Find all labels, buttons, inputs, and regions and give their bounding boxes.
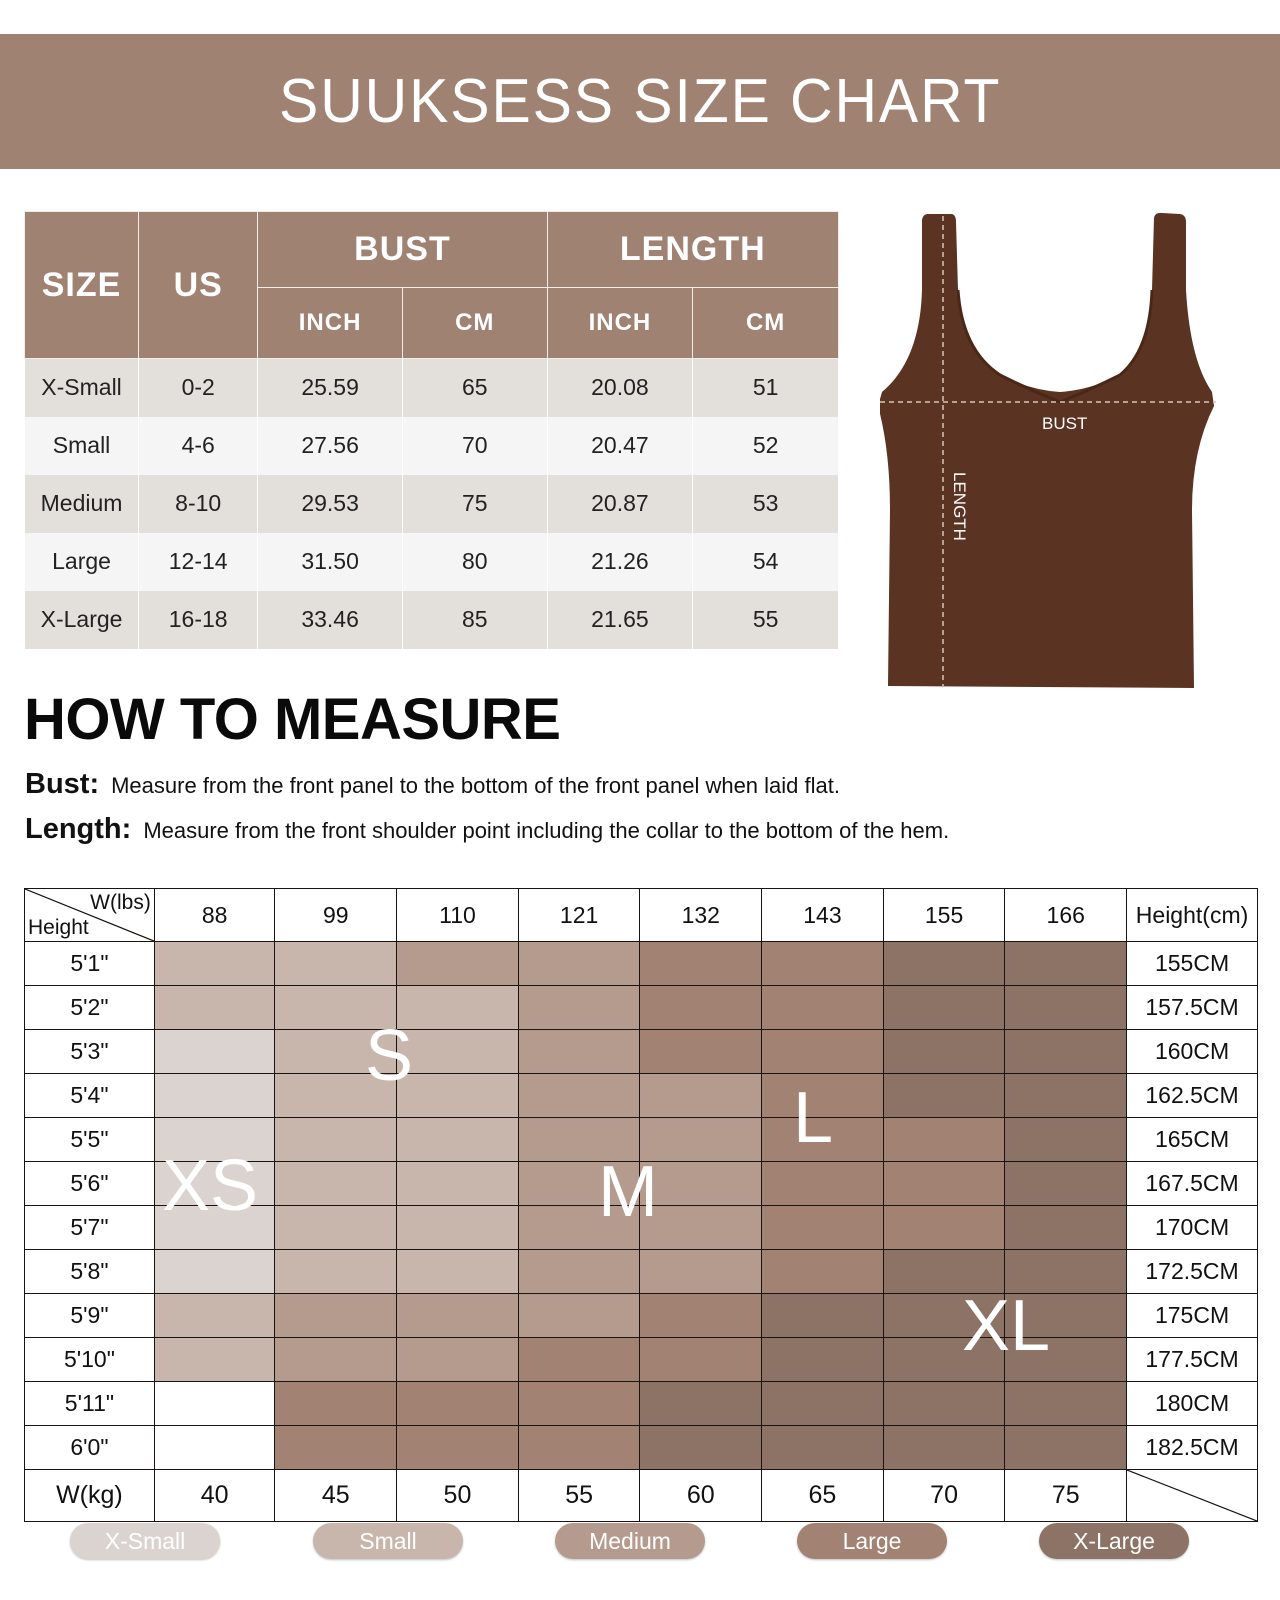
weight-lbs-axis-label: W(lbs) bbox=[90, 891, 151, 914]
zone-label-m: M bbox=[598, 1152, 658, 1232]
grid-cell-m bbox=[640, 1118, 762, 1162]
header-us: US bbox=[139, 212, 258, 359]
grid-cell-xl bbox=[1005, 1426, 1127, 1470]
grid-row bbox=[25, 1030, 1258, 1074]
size-cell-size: X-Small bbox=[25, 359, 139, 417]
size-legend bbox=[0, 1523, 1280, 1559]
grid-cell-xl bbox=[1005, 1118, 1127, 1162]
grid-cell-xs bbox=[154, 1030, 275, 1074]
tank-top-icon bbox=[880, 210, 1240, 710]
header-bust: BUST bbox=[258, 212, 547, 288]
grid-cell-xl bbox=[762, 1338, 884, 1382]
zone-label-l: L bbox=[793, 1078, 834, 1158]
bust-instruction bbox=[25, 768, 840, 801]
size-cell-size: X-Large bbox=[25, 591, 139, 649]
legend-x-large-label: X-Large bbox=[1073, 1527, 1155, 1554]
grid-row bbox=[25, 1162, 1258, 1206]
grid-cell-s bbox=[275, 1074, 397, 1118]
grid-cell-m bbox=[518, 1250, 640, 1294]
size-cell-bust-inch: 31.50 bbox=[258, 533, 403, 591]
height-ft-label: 5'10" bbox=[25, 1338, 155, 1382]
size-cell-bust-cm: 75 bbox=[402, 475, 547, 533]
size-cell-us: 12-14 bbox=[139, 533, 258, 591]
grid-cell-xs bbox=[154, 1206, 275, 1250]
grid-cell-s bbox=[275, 1118, 397, 1162]
grid-cell-s bbox=[397, 1162, 519, 1206]
weight-lbs-header: 166 bbox=[1005, 889, 1127, 942]
height-cm-header: Height(cm) bbox=[1127, 889, 1258, 942]
legend-medium-label: Medium bbox=[589, 1527, 671, 1554]
grid-cell-l bbox=[762, 1206, 884, 1250]
size-cell-length-cm: 51 bbox=[693, 359, 839, 417]
grid-cell-l bbox=[883, 1118, 1005, 1162]
grid-cell-s bbox=[154, 1338, 275, 1382]
grid-cell-xl bbox=[883, 1338, 1005, 1382]
size-table bbox=[24, 211, 839, 649]
height-ft-label: 5'8" bbox=[25, 1250, 155, 1294]
height-ft-label: 5'6" bbox=[25, 1162, 155, 1206]
size-cell-us: 0-2 bbox=[139, 359, 258, 417]
bust-instruction-label: Bust: bbox=[25, 768, 100, 800]
weight-lbs-header: 121 bbox=[518, 889, 640, 942]
legend-large-label: Large bbox=[842, 1527, 902, 1554]
weight-lbs-header: 99 bbox=[275, 889, 397, 942]
size-cell-bust-cm: 85 bbox=[402, 591, 547, 649]
weight-kg-value: 75 bbox=[1005, 1470, 1127, 1522]
grid-cell-xl bbox=[883, 1382, 1005, 1426]
grid-row bbox=[25, 1294, 1258, 1338]
size-cell-length-cm: 53 bbox=[693, 475, 839, 533]
legend-large bbox=[797, 1523, 947, 1559]
size-row bbox=[25, 475, 839, 533]
grid-cell-l bbox=[518, 1382, 640, 1426]
legend-small-label: Small bbox=[359, 1527, 417, 1554]
grid-cell-s bbox=[397, 986, 519, 1030]
size-row bbox=[25, 591, 839, 649]
grid-cell-xl bbox=[883, 1426, 1005, 1470]
grid-cell-xl bbox=[883, 1030, 1005, 1074]
grid-cell-xs bbox=[154, 1162, 275, 1206]
grid-cell-xl bbox=[640, 1426, 762, 1470]
grid-cell-xl bbox=[1005, 986, 1127, 1030]
grid-header-row bbox=[25, 889, 1258, 942]
grid-cell-m bbox=[518, 1294, 640, 1338]
grid-corner-bottom-right bbox=[1127, 1470, 1258, 1522]
size-cell-length-cm: 52 bbox=[693, 417, 839, 475]
weight-lbs-header: 155 bbox=[883, 889, 1005, 942]
height-cm-label: 172.5CM bbox=[1127, 1250, 1258, 1294]
size-cell-length-cm: 54 bbox=[693, 533, 839, 591]
grid-cell-xl bbox=[640, 1382, 762, 1426]
height-cm-label: 162.5CM bbox=[1127, 1074, 1258, 1118]
length-instruction-text: Measure from the front shoulder point including the collar to the bottom of the hem. bbox=[143, 818, 950, 843]
grid-cell-m bbox=[275, 1338, 397, 1382]
grid-cell-xl bbox=[1005, 1162, 1127, 1206]
grid-cell-xl bbox=[883, 986, 1005, 1030]
weight-kg-value: 50 bbox=[397, 1470, 519, 1522]
weight-lbs-header: 143 bbox=[762, 889, 884, 942]
grid-cell-m bbox=[397, 942, 519, 986]
grid-cell-xl bbox=[883, 1074, 1005, 1118]
grid-row bbox=[25, 1206, 1258, 1250]
grid-row bbox=[25, 986, 1258, 1030]
grid-cell-empty bbox=[154, 1382, 275, 1426]
grid-cell-s bbox=[275, 1206, 397, 1250]
grid-cell-xl bbox=[1005, 1074, 1127, 1118]
grid-cell-s bbox=[275, 1162, 397, 1206]
grid-cell-l bbox=[640, 1294, 762, 1338]
grid-cell-l bbox=[762, 1162, 884, 1206]
height-cm-label: 155CM bbox=[1127, 942, 1258, 986]
grid-cell-s bbox=[397, 1030, 519, 1074]
grid-cell-l bbox=[762, 1118, 884, 1162]
grid-cell-l bbox=[640, 1338, 762, 1382]
weight-kg-value: 70 bbox=[883, 1470, 1005, 1522]
bust-instruction-text: Measure from the front panel to the bottom of the front panel when laid flat. bbox=[111, 773, 840, 798]
grid-cell-l bbox=[518, 1426, 640, 1470]
grid-row bbox=[25, 1338, 1258, 1382]
grid-cell-m bbox=[518, 986, 640, 1030]
grid-cell-l bbox=[397, 1382, 519, 1426]
grid-cell-l bbox=[762, 942, 884, 986]
header-length-inch: INCH bbox=[547, 288, 693, 359]
height-ft-label: 5'1" bbox=[25, 942, 155, 986]
grid-cell-m bbox=[518, 1118, 640, 1162]
header-bust-cm: CM bbox=[402, 288, 547, 359]
grid-cell-s bbox=[397, 1206, 519, 1250]
grid-cell-m bbox=[518, 1030, 640, 1074]
grid-cell-l bbox=[762, 1250, 884, 1294]
grid-cell-l bbox=[518, 1338, 640, 1382]
size-cell-length-inch: 20.47 bbox=[547, 417, 693, 475]
grid-cell-s bbox=[397, 1118, 519, 1162]
height-cm-label: 157.5CM bbox=[1127, 986, 1258, 1030]
height-cm-label: 167.5CM bbox=[1127, 1162, 1258, 1206]
weight-kg-value: 45 bbox=[275, 1470, 397, 1522]
grid-cell-xs bbox=[154, 1250, 275, 1294]
grid-cell-s bbox=[154, 1294, 275, 1338]
grid-cell-l bbox=[883, 1162, 1005, 1206]
legend-medium bbox=[555, 1523, 705, 1559]
tank-top-illustration bbox=[880, 210, 1240, 710]
height-ft-label: 5'4" bbox=[25, 1074, 155, 1118]
grid-cell-m bbox=[640, 1162, 762, 1206]
grid-cell-xl bbox=[1005, 1338, 1127, 1382]
weight-lbs-header: 132 bbox=[640, 889, 762, 942]
grid-cell-l bbox=[640, 942, 762, 986]
grid-cell-xl bbox=[883, 942, 1005, 986]
length-instruction bbox=[25, 813, 949, 846]
size-cell-bust-cm: 70 bbox=[402, 417, 547, 475]
grid-row bbox=[25, 1382, 1258, 1426]
grid-cell-l bbox=[275, 1426, 397, 1470]
grid-cell-l bbox=[762, 1030, 884, 1074]
grid-row bbox=[25, 1074, 1258, 1118]
grid-cell-s bbox=[275, 1030, 397, 1074]
legend-x-small-label: X-Small bbox=[104, 1527, 186, 1554]
legend-x-large bbox=[1039, 1523, 1189, 1559]
zone-label-s: S bbox=[365, 1016, 414, 1096]
grid-row bbox=[25, 1250, 1258, 1294]
height-weight-size-grid bbox=[24, 888, 1258, 1522]
grid-cell-l bbox=[762, 1074, 884, 1118]
size-cell-size: Medium bbox=[25, 475, 139, 533]
size-cell-length-cm: 55 bbox=[693, 591, 839, 649]
height-ft-label: 5'11" bbox=[25, 1382, 155, 1426]
grid-cell-m bbox=[275, 1294, 397, 1338]
grid-cell-l bbox=[640, 1030, 762, 1074]
grid-footer-row bbox=[25, 1470, 1258, 1522]
title-banner bbox=[0, 34, 1280, 169]
grid-cell-xl bbox=[883, 1294, 1005, 1338]
header-size: SIZE bbox=[25, 212, 139, 359]
size-cell-bust-cm: 65 bbox=[402, 359, 547, 417]
size-cell-bust-inch: 29.53 bbox=[258, 475, 403, 533]
grid-cell-xl bbox=[1005, 1206, 1127, 1250]
grid-cell-xl bbox=[1005, 1382, 1127, 1426]
header-bust-inch: INCH bbox=[258, 288, 403, 359]
legend-small bbox=[313, 1523, 463, 1559]
grid-cell-s bbox=[154, 942, 275, 986]
grid-corner bbox=[25, 889, 155, 942]
grid-cell-m bbox=[397, 1294, 519, 1338]
grid-cell-m bbox=[518, 1162, 640, 1206]
size-cell-length-inch: 20.08 bbox=[547, 359, 693, 417]
grid-cell-m bbox=[640, 1206, 762, 1250]
grid-cell-xl bbox=[1005, 1250, 1127, 1294]
height-axis-label: Height bbox=[28, 916, 89, 939]
height-cm-label: 165CM bbox=[1127, 1118, 1258, 1162]
height-cm-label: 182.5CM bbox=[1127, 1426, 1258, 1470]
size-cell-bust-cm: 80 bbox=[402, 533, 547, 591]
grid-cell-m bbox=[518, 1206, 640, 1250]
size-cell-length-inch: 21.26 bbox=[547, 533, 693, 591]
size-cell-bust-inch: 27.56 bbox=[258, 417, 403, 475]
grid-row bbox=[25, 1426, 1258, 1470]
size-cell-us: 8-10 bbox=[139, 475, 258, 533]
grid-cell-l bbox=[275, 1382, 397, 1426]
grid-cell-m bbox=[518, 942, 640, 986]
height-ft-label: 5'7" bbox=[25, 1206, 155, 1250]
grid-cell-s bbox=[397, 1074, 519, 1118]
grid-cell-xs bbox=[154, 1118, 275, 1162]
height-cm-label: 170CM bbox=[1127, 1206, 1258, 1250]
size-cell-size: Large bbox=[25, 533, 139, 591]
height-cm-label: 177.5CM bbox=[1127, 1338, 1258, 1382]
length-instruction-label: Length: bbox=[25, 813, 132, 845]
grid-cell-m bbox=[640, 1250, 762, 1294]
height-ft-label: 5'5" bbox=[25, 1118, 155, 1162]
weight-kg-axis-label: W(kg) bbox=[25, 1470, 155, 1522]
height-cm-label: 180CM bbox=[1127, 1382, 1258, 1426]
weight-lbs-header: 110 bbox=[397, 889, 519, 942]
height-ft-label: 5'2" bbox=[25, 986, 155, 1030]
grid-cell-m bbox=[518, 1074, 640, 1118]
size-cell-size: Small bbox=[25, 417, 139, 475]
zone-label-xs: XS bbox=[162, 1146, 259, 1226]
size-cell-bust-inch: 25.59 bbox=[258, 359, 403, 417]
size-cell-us: 16-18 bbox=[139, 591, 258, 649]
height-ft-label: 5'3" bbox=[25, 1030, 155, 1074]
height-cm-label: 175CM bbox=[1127, 1294, 1258, 1338]
weight-kg-value: 55 bbox=[518, 1470, 640, 1522]
grid-cell-xl bbox=[1005, 942, 1127, 986]
grid-cell-xl bbox=[1005, 1030, 1127, 1074]
size-cell-bust-inch: 33.46 bbox=[258, 591, 403, 649]
grid-cell-xl bbox=[762, 1382, 884, 1426]
grid-cell-s bbox=[397, 1250, 519, 1294]
grid-cell-s bbox=[154, 986, 275, 1030]
length-marker-label: LENGTH bbox=[950, 472, 969, 541]
grid-cell-m bbox=[397, 1338, 519, 1382]
size-row bbox=[25, 533, 839, 591]
grid-cell-l bbox=[883, 1206, 1005, 1250]
weight-lbs-header: 88 bbox=[154, 889, 275, 942]
legend-x-small bbox=[70, 1523, 220, 1559]
weight-kg-value: 65 bbox=[762, 1470, 884, 1522]
how-to-measure-title: HOW TO MEASURE bbox=[24, 687, 561, 752]
size-cell-length-inch: 20.87 bbox=[547, 475, 693, 533]
height-ft-label: 5'9" bbox=[25, 1294, 155, 1338]
diagonal-divider-icon bbox=[1127, 1470, 1257, 1521]
grid-cell-xs bbox=[154, 1074, 275, 1118]
grid-cell-s bbox=[275, 986, 397, 1030]
header-length: LENGTH bbox=[547, 212, 838, 288]
size-row bbox=[25, 359, 839, 417]
grid-row bbox=[25, 942, 1258, 986]
height-ft-label: 6'0" bbox=[25, 1426, 155, 1470]
grid-cell-l bbox=[397, 1426, 519, 1470]
grid-cell-s bbox=[275, 942, 397, 986]
header-length-cm: CM bbox=[693, 288, 839, 359]
height-cm-label: 160CM bbox=[1127, 1030, 1258, 1074]
page-title: SUUKSESS SIZE CHART bbox=[278, 67, 1002, 136]
weight-kg-value: 60 bbox=[640, 1470, 762, 1522]
size-cell-us: 4-6 bbox=[139, 417, 258, 475]
grid-cell-l bbox=[640, 986, 762, 1030]
grid-cell-m bbox=[640, 1074, 762, 1118]
grid-cell-xl bbox=[762, 1426, 884, 1470]
weight-kg-value: 40 bbox=[154, 1470, 275, 1522]
grid-cell-l bbox=[762, 986, 884, 1030]
bust-marker-label: BUST bbox=[1042, 414, 1088, 433]
size-row bbox=[25, 417, 839, 475]
grid-row bbox=[25, 1118, 1258, 1162]
size-cell-length-inch: 21.65 bbox=[547, 591, 693, 649]
grid-cell-s bbox=[275, 1250, 397, 1294]
zone-label-xl: XL bbox=[962, 1286, 1051, 1366]
grid-cell-empty bbox=[154, 1426, 275, 1470]
grid-cell-xl bbox=[762, 1294, 884, 1338]
grid-cell-xl bbox=[1005, 1294, 1127, 1338]
grid-cell-xl bbox=[883, 1250, 1005, 1294]
